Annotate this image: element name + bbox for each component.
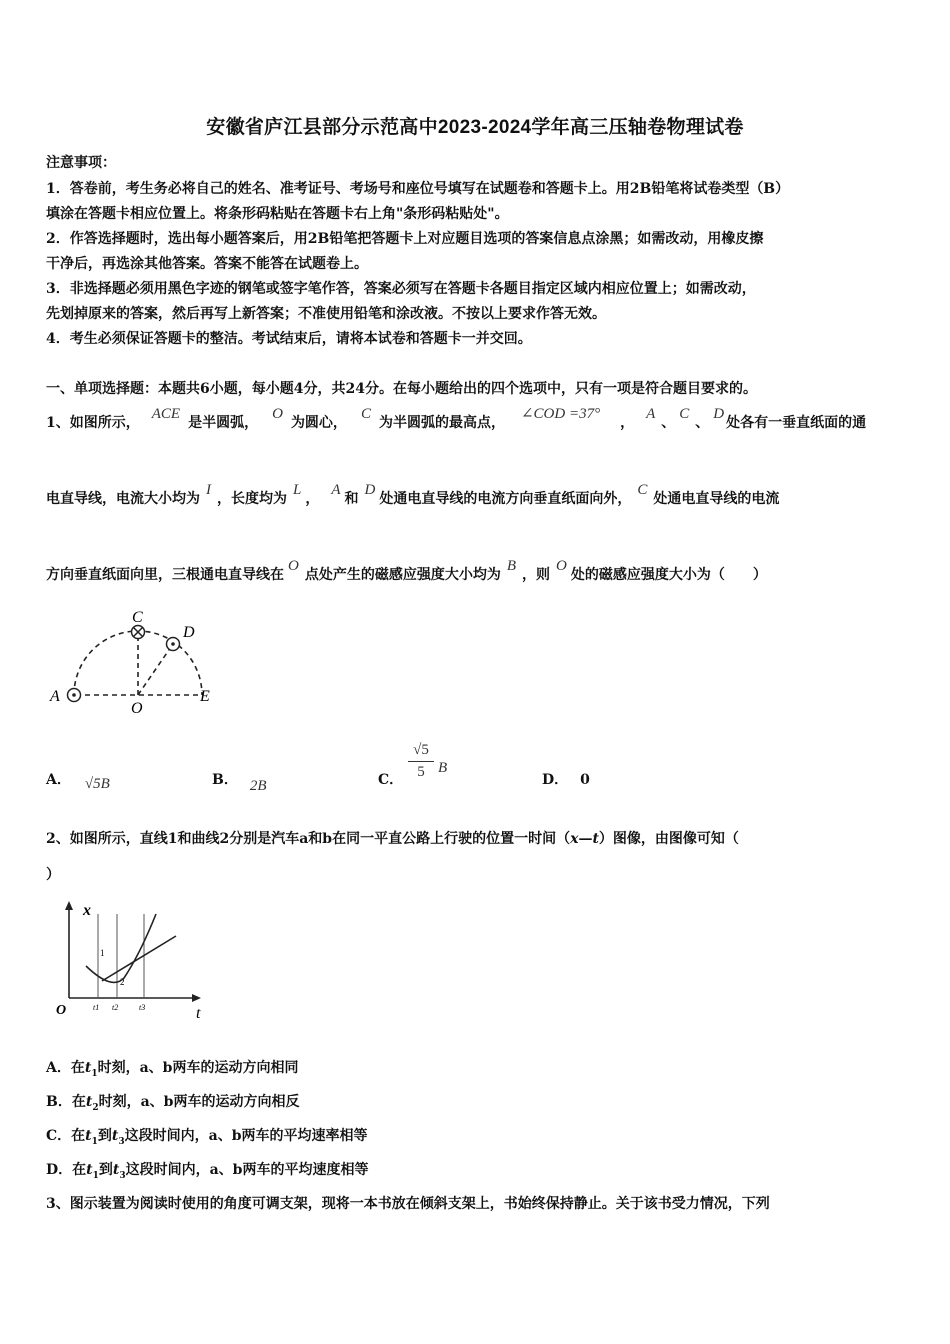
math-c: C bbox=[679, 406, 690, 422]
math-ace: ACE bbox=[151, 406, 181, 422]
x-axis-arrow bbox=[192, 994, 201, 1002]
text: 处各有一垂直纸面的通 bbox=[726, 415, 867, 431]
subscript: 2 bbox=[92, 1102, 99, 1113]
q2-option-d[interactable] bbox=[46, 1159, 368, 1181]
math-a: A bbox=[331, 482, 341, 498]
label-t: t bbox=[196, 1005, 201, 1022]
text: 处通电直导线的电流 bbox=[653, 491, 780, 507]
option-label: C． bbox=[378, 772, 404, 788]
math-o: O bbox=[272, 406, 283, 422]
label-t3: t3 bbox=[139, 1003, 146, 1012]
text: 方向垂直纸面向里，三根通电直导线在 bbox=[46, 567, 284, 583]
math-t: t bbox=[86, 1162, 93, 1178]
math-t: t bbox=[84, 1060, 92, 1076]
math-o: O bbox=[288, 558, 299, 574]
text: 到 bbox=[97, 1128, 112, 1144]
math-t: t bbox=[111, 1128, 119, 1144]
notice-heading: 注意事项： bbox=[46, 155, 116, 171]
y-axis-arrow bbox=[65, 901, 73, 910]
option-value: √5B bbox=[84, 776, 110, 792]
q1-option-c-fraction bbox=[408, 742, 434, 781]
label-t1: t1 bbox=[93, 1003, 100, 1012]
text: 处通电直导线的电流方向垂直纸面向外， bbox=[379, 491, 632, 507]
text: 点处产生的磁感应强度大小均为 bbox=[304, 567, 501, 583]
option-label: A． bbox=[46, 772, 71, 788]
curve-2 bbox=[86, 914, 156, 982]
text: 处的磁感应强度大小为（ ） bbox=[570, 567, 767, 583]
text: — bbox=[578, 831, 593, 847]
q2-stem-line2: ） bbox=[46, 867, 60, 883]
option-value: 2B bbox=[249, 778, 267, 794]
math-d: D bbox=[713, 406, 725, 422]
notice-line: 填涂在答题卡相应位置上。将条形码粘贴在答题卡右上角"条形码粘贴处"。 bbox=[46, 206, 509, 222]
text: 1、如图所示， bbox=[46, 415, 140, 431]
notice-line: 干净后，再选涂其他答案。答案不能答在试题卷上。 bbox=[46, 256, 368, 272]
text: ， bbox=[305, 491, 320, 507]
text: D．在 bbox=[46, 1162, 87, 1178]
label-o: O bbox=[131, 700, 143, 717]
q1-stem-line1: 1、如图所示，ACE是半圆弧，O为圆心，C为半圆弧的最高点，∠COD =37°，A、C、D处各有一垂直纸面的通 bbox=[46, 406, 867, 431]
text: 电直导线，电流大小均为 bbox=[46, 491, 200, 507]
notice-line: 3．非选择题必须用黑色字迹的钢笔或签字笔作答，答案必须写在答题卡各题目指定区域内相应位置上；如需改动， bbox=[46, 281, 756, 297]
text: 、 bbox=[661, 415, 676, 431]
subscript: 1 bbox=[91, 1068, 98, 1079]
label-e: E bbox=[200, 688, 210, 705]
fraction-denominator: 5 bbox=[417, 764, 425, 780]
notice-line: 4．考生必须保证答题卡的整洁。考试结束后，请将本试卷和答题卡一并交回。 bbox=[46, 331, 532, 347]
option-label: D． bbox=[542, 772, 569, 788]
q1-option-b[interactable] bbox=[212, 769, 267, 794]
option-c-b: B bbox=[438, 760, 448, 776]
text: 时刻，a、b两车的运动方向相同 bbox=[97, 1060, 299, 1076]
option-label: B． bbox=[212, 772, 238, 788]
label-origin: O bbox=[56, 1003, 67, 1018]
text: C．在 bbox=[46, 1128, 86, 1144]
math-d: D bbox=[364, 482, 376, 498]
label-c: C bbox=[132, 609, 143, 626]
text: 、 bbox=[695, 415, 710, 431]
math-o: O bbox=[556, 558, 567, 574]
math-c: C bbox=[360, 406, 371, 422]
text: 到 bbox=[98, 1162, 113, 1178]
math-t: t bbox=[85, 1128, 92, 1144]
fraction-bar bbox=[408, 761, 434, 762]
label-line-1: 1 bbox=[100, 948, 105, 958]
q1-option-d[interactable] bbox=[542, 769, 590, 789]
text: 为圆心， bbox=[290, 415, 347, 431]
label-t2: t2 bbox=[112, 1003, 119, 1012]
q2-option-b[interactable] bbox=[46, 1091, 299, 1113]
math-a: A bbox=[646, 406, 656, 422]
math-angle: ∠COD =37° bbox=[520, 406, 601, 422]
text: 这段时间内，a、b两车的平均速率相等 bbox=[124, 1128, 368, 1144]
math-t: t bbox=[592, 831, 599, 847]
text: 2、如图所示，直线1和曲线2分别是汽车a和b在同一平直公路上行驶的位置一时间（ bbox=[46, 831, 571, 847]
notice-line: 1．答卷前，考生务必将自己的姓名、准考证号、考场号和座位号填写在试题卷和答题卡上。用2B铅笔将试卷类型（B） bbox=[46, 181, 790, 197]
label-curve-2: 2 bbox=[120, 977, 125, 987]
section-heading: 一、单项选择题：本题共6小题，每小题4分，共24分。在每小题给出的四个选项中，只有一项是符合题目要求的。 bbox=[46, 381, 757, 397]
q1-option-c[interactable] bbox=[378, 769, 403, 789]
label-x: x bbox=[83, 902, 91, 919]
math-t: t bbox=[112, 1162, 120, 1178]
label-d: D bbox=[183, 624, 195, 641]
math-t: t bbox=[85, 1094, 93, 1110]
line-1 bbox=[102, 936, 176, 981]
text: ）图像，由图像可知（ bbox=[598, 831, 739, 847]
subscript: 3 bbox=[118, 1136, 125, 1147]
wire-a-out-of-page-icon bbox=[68, 689, 81, 702]
q3-stem: 3、图示装置为阅读时使用的角度可调支架，现将一本书放在倾斜支架上，书始终保持静止。关于该书受力情况，下列 bbox=[46, 1196, 770, 1212]
q2-option-c[interactable] bbox=[46, 1125, 367, 1147]
math-i: I bbox=[206, 482, 211, 498]
q2-option-a[interactable] bbox=[46, 1057, 298, 1079]
text: ，长度均为 bbox=[217, 491, 287, 507]
semicircle-figure bbox=[40, 600, 240, 725]
math-x: x bbox=[570, 831, 579, 847]
text: 时刻，a、b两车的运动方向相反 bbox=[98, 1094, 300, 1110]
text: 为半圆弧的最高点， bbox=[378, 415, 505, 431]
q2-stem-line1 bbox=[46, 828, 739, 848]
text: A．在 bbox=[46, 1060, 85, 1076]
subscript: 3 bbox=[119, 1170, 126, 1181]
text: 和 bbox=[344, 491, 359, 507]
text: ，则 bbox=[522, 567, 551, 583]
fraction-numerator: √5 bbox=[413, 742, 429, 758]
wire-c-into-page-icon bbox=[132, 626, 145, 639]
option-value: 0 bbox=[580, 772, 590, 788]
q1-stem-line3 bbox=[46, 558, 767, 584]
wire-d-out-of-page-icon bbox=[167, 638, 180, 651]
math-b: B bbox=[506, 558, 517, 574]
math-l: L bbox=[293, 482, 302, 498]
text: 是半圆弧， bbox=[188, 415, 259, 431]
math-c: C bbox=[637, 482, 648, 498]
q1-option-a[interactable] bbox=[46, 769, 110, 792]
od-line bbox=[138, 644, 173, 695]
notice-line: 2．作答选择题时，选出每小题答案后，用2B铅笔把答题卡上对应题目选项的答案信息点涂黑；如需改动，用橡皮擦 bbox=[46, 231, 764, 247]
notice-line: 先划掉原来的答案，然后再写上新答案；不准使用铅笔和涂改液。不按以上要求作答无效。 bbox=[46, 306, 606, 322]
subscript: 1 bbox=[91, 1136, 98, 1147]
position-time-graph bbox=[44, 896, 224, 1026]
page-title: 安徽省庐江县部分示范高中2023-2024学年高三压轴卷物理试卷 bbox=[206, 117, 744, 138]
text: B．在 bbox=[46, 1094, 86, 1110]
label-a: A bbox=[50, 688, 60, 705]
text: 这段时间内，a、b两车的平均速度相等 bbox=[125, 1162, 369, 1178]
q1-stem-line2 bbox=[46, 482, 780, 508]
subscript: 1 bbox=[92, 1170, 99, 1181]
